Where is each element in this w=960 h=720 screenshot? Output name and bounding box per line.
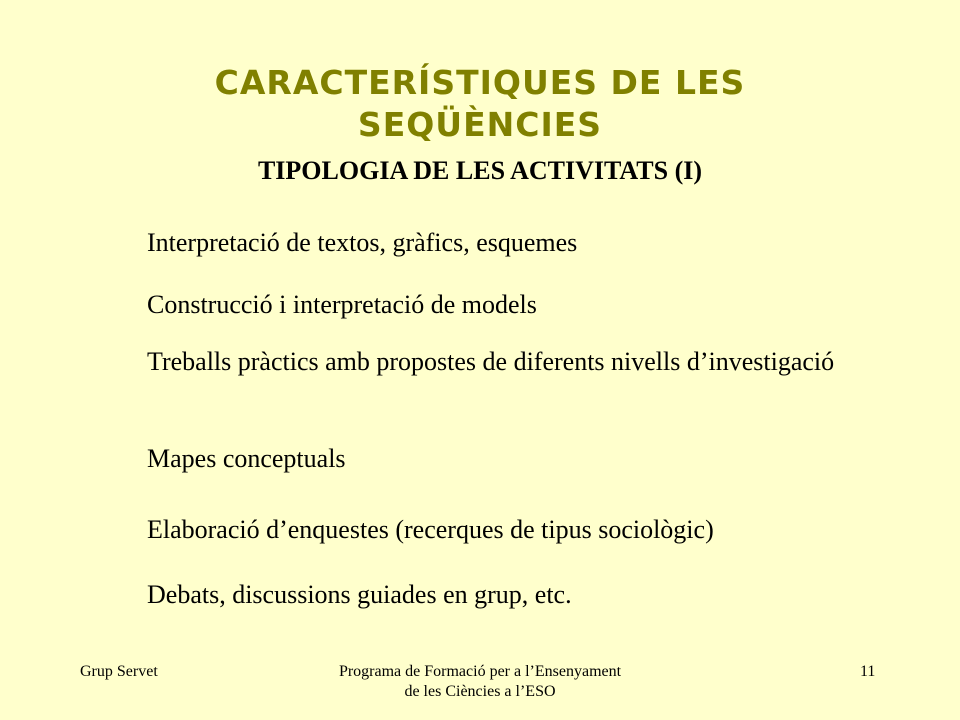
- list-item: Interpretació de textos, gràfics, esquemes: [147, 228, 578, 257]
- list-item: Elaboració d’enquestes (recerques de tipus sociològic): [147, 515, 714, 544]
- list-item: Treballs pràctics amb propostes de diferents nivells d’investigació: [147, 347, 835, 376]
- footer-program: Programa de Formació per a l’Ensenyament de les Ciències a l’ESO: [338, 663, 622, 700]
- page-number: 11: [860, 663, 876, 680]
- slide-subtitle: TIPOLOGIA DE LES ACTIVITATS (I): [257, 156, 703, 185]
- list-item: Debats, discussions guiades en grup, etc.: [147, 580, 572, 609]
- list-item: Construcció i interpretació de models: [147, 290, 537, 319]
- footer-author: Grup Servet: [80, 663, 158, 680]
- list-item: Mapes conceptuals: [147, 444, 346, 473]
- slide-title: CARACTERÍSTIQUES DE LES SEQÜÈNCIES: [214, 63, 746, 144]
